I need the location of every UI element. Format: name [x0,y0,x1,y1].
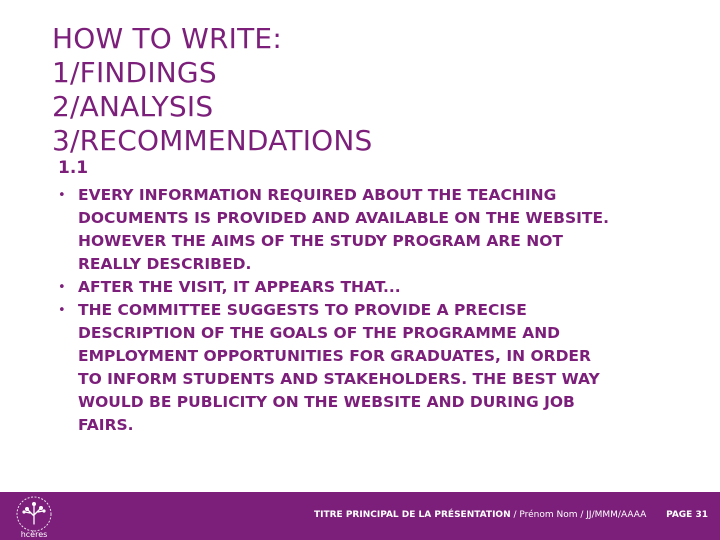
title-line: 2/ANALYSIS [52,90,214,123]
title-line: HOW TO WRITE: [52,22,282,55]
bullet-list [56,184,616,437]
bullet-dot: • [58,280,66,295]
bullet-dot: • [58,188,66,203]
bullet-text: EVERY INFORMATION REQUIRED ABOUT THE TEACHING DOCUMENTS IS PROVIDED AND AVAILABLE ON THE WEBSITE. HOWEVER THE AIMS OF THE STUDY PROGRAM ARE NOT REALLY DESCRIBED. [78,186,609,273]
footer-presentation-title [314,510,646,520]
logo-text: hcéres [20,530,48,539]
hceres-logo-icon [8,492,60,540]
footer-title-rest: / Prénom Nom / JJ/MMM/AAAA [510,510,647,520]
slide-title [52,22,373,158]
bullet-item [56,299,616,437]
bullet-text: AFTER THE VISIT, IT APPEARS THAT... [78,278,401,296]
bullet-item [56,276,616,299]
bullet-text: THE COMMITTEE SUGGESTS TO PROVIDE A PRECISE DESCRIPTION OF THE GOALS OF THE PROGRAMME AND EMPLOYMENT OPPORTUNITIES FOR GRADUATES, IN ORDER TO INFORM STUDENTS AND STAKEHOLDERS. THE BEST WAY WOULD BE PUBLICITY ON THE WEBSITE AND DURING JOB FAIRS. [78,301,600,434]
page-number: PAGE 31 [666,510,708,520]
bullet-item [56,184,616,276]
bullet-dot: • [58,303,66,318]
footer-title-bold: TITRE PRINCIPAL DE LA PRÉSENTATION [314,510,511,520]
title-line: 1/FINDINGS [52,56,217,89]
title-line: 3/RECOMMENDATIONS [52,124,373,157]
section-label: 1.1 [58,158,89,178]
footer-bar [0,492,720,540]
